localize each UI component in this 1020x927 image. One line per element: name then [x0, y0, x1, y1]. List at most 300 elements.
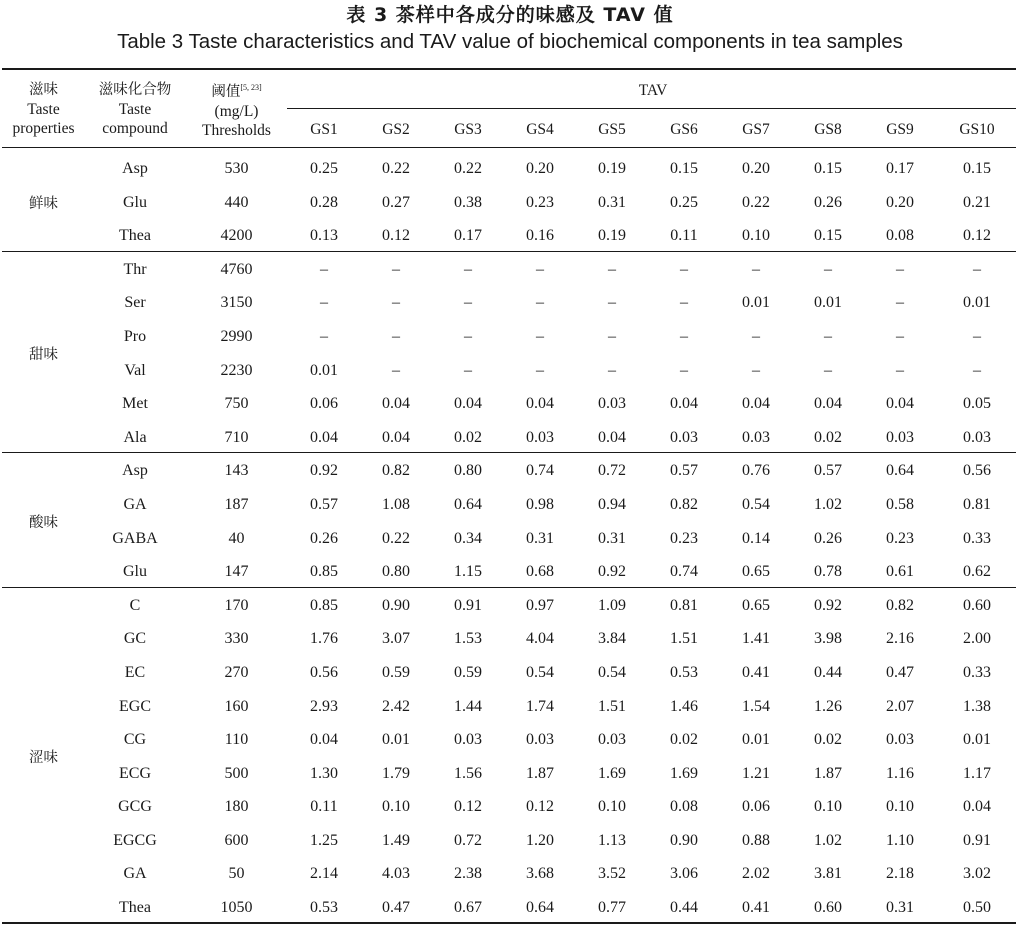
header-sample-gs10: GS10: [959, 120, 995, 138]
header-threshold-ref: [5, 23]: [240, 83, 262, 92]
threshold-cell: 270: [224, 663, 249, 681]
tav-value-cell: 0.19: [598, 227, 626, 245]
tav-value-cell: 0.19: [598, 160, 626, 177]
tav-value-cell: 0.01: [310, 361, 338, 379]
tav-value-cell: 0.01: [963, 294, 992, 312]
threshold-cell: 147: [224, 563, 249, 581]
tav-value-cell: 0.12: [382, 227, 410, 245]
tav-value-cell: 0.74: [526, 462, 554, 480]
tav-value-cell: 1.87: [814, 764, 842, 782]
tav-value-cell: 0.14: [742, 529, 770, 547]
tav-value-cell: –: [680, 294, 688, 312]
tav-value-cell: 0.91: [454, 596, 482, 614]
compound-cell: GC: [123, 630, 147, 648]
compound-cell: CG: [123, 731, 147, 749]
tav-value-cell: 0.11: [670, 227, 698, 245]
table-row: [2, 320, 1018, 354]
tav-value-cell: –: [824, 260, 832, 278]
compound-cell: Thea: [119, 899, 151, 917]
tav-value-cell: 0.15: [963, 160, 992, 177]
tav-value-cell: 0.02: [814, 428, 842, 446]
tav-value-cell: 0.76: [742, 462, 770, 480]
tav-value-cell: 0.59: [454, 663, 482, 681]
tav-value-cell: 0.38: [454, 193, 482, 211]
compound-cell: Thr: [123, 260, 147, 278]
tav-value-cell: 0.15: [814, 227, 842, 245]
compound-cell: Val: [124, 361, 146, 379]
tav-value-cell: –: [464, 327, 472, 345]
compound-cell: GCG: [118, 798, 152, 816]
tav-value-cell: 0.72: [454, 831, 482, 849]
tav-value-cell: 2.00: [963, 630, 992, 648]
tav-value-cell: 0.68: [526, 563, 554, 581]
tav-value-cell: 0.12: [963, 227, 992, 245]
tav-value-cell: 0.72: [598, 462, 626, 480]
tav-value-cell: 0.60: [963, 596, 992, 614]
tav-value-cell: –: [464, 361, 472, 379]
table-row: [2, 857, 1018, 891]
tav-value-cell: –: [608, 361, 616, 379]
tav-value-cell: 1.02: [814, 495, 842, 513]
tav-value-cell: 2.18: [886, 865, 914, 883]
table-row: [2, 757, 1018, 791]
threshold-cell: 440: [224, 193, 249, 211]
tav-value-cell: 0.80: [454, 462, 482, 480]
tav-value-cell: 0.12: [526, 798, 554, 816]
tav-value-cell: 3.52: [598, 865, 626, 883]
compound-cell: Ala: [123, 428, 147, 446]
tav-value-cell: –: [680, 260, 688, 278]
tav-value-cell: 0.62: [963, 563, 992, 581]
header-taste-properties: [2, 70, 85, 148]
tav-value-cell: 0.94: [598, 495, 626, 513]
threshold-cell: 750: [224, 395, 249, 413]
tav-value-cell: –: [752, 260, 760, 278]
tav-value-cell: 1.76: [310, 630, 338, 648]
tav-value-cell: –: [536, 361, 544, 379]
tav-value-cell: 0.20: [742, 160, 770, 177]
threshold-cell: 50: [228, 865, 245, 883]
tav-value-cell: 0.57: [814, 462, 842, 480]
tav-value-cell: 1.26: [814, 697, 842, 715]
tav-value-cell: 0.21: [963, 193, 992, 211]
tav-value-cell: 0.04: [526, 395, 554, 413]
table-row: [2, 622, 1018, 656]
threshold-cell: 1050: [220, 899, 253, 917]
tav-value-cell: 0.23: [886, 529, 914, 547]
compound-cell: Glu: [123, 193, 147, 211]
header-taste-cn: 滋味: [29, 81, 58, 98]
tav-value-cell: 0.17: [886, 160, 914, 177]
tav-value-cell: –: [973, 361, 982, 379]
tav-value-cell: 1.21: [742, 764, 770, 782]
tav-value-cell: 1.49: [382, 831, 410, 849]
tav-value-cell: 4.04: [526, 630, 554, 648]
tav-value-cell: 0.03: [963, 428, 992, 446]
table-row: [2, 589, 1018, 623]
tav-value-cell: 0.59: [382, 663, 410, 681]
tav-value-cell: 1.51: [598, 697, 626, 715]
table-row: [2, 152, 1018, 186]
tav-value-cell: 0.01: [963, 731, 992, 749]
tav-value-cell: –: [608, 260, 616, 278]
tav-value-cell: 0.27: [382, 193, 410, 211]
tav-value-cell: 2.07: [886, 697, 914, 715]
header-threshold-unit: (mg/L): [214, 103, 259, 120]
tav-value-cell: 1.38: [963, 697, 992, 715]
tav-value-cell: 0.12: [454, 798, 482, 816]
threshold-cell: 110: [224, 731, 249, 749]
table-row: [2, 488, 1018, 522]
compound-cell: C: [129, 596, 141, 614]
table-caption-english: Table 3 Taste characteristics and TAV value of biochemical components in tea samples: [117, 30, 903, 53]
threshold-cell: 710: [224, 428, 249, 446]
threshold-cell: 4200: [220, 227, 253, 245]
tav-value-cell: –: [824, 361, 832, 379]
tav-value-cell: 0.82: [382, 462, 410, 480]
tav-value-cell: 3.68: [526, 865, 554, 883]
compound-cell: Thea: [119, 227, 151, 245]
tav-value-cell: 0.26: [814, 529, 842, 547]
tav-value-cell: 0.67: [454, 899, 482, 917]
tav-value-cell: 0.65: [742, 563, 770, 581]
header-tav: TAV: [638, 81, 668, 99]
tav-value-cell: –: [536, 294, 544, 312]
tav-value-cell: 0.03: [598, 395, 626, 413]
tav-value-cell: 1.08: [382, 495, 410, 513]
threshold-cell: 600: [224, 831, 249, 849]
tav-value-cell: 0.88: [742, 831, 770, 849]
tav-value-cell: 0.04: [382, 395, 410, 413]
tav-value-cell: 0.44: [670, 899, 698, 917]
tav-value-cell: 0.82: [670, 495, 698, 513]
tav-value-cell: 3.06: [670, 865, 698, 883]
tav-value-cell: –: [392, 361, 400, 379]
table-row: [2, 354, 1018, 388]
tav-value-cell: 0.13: [310, 227, 338, 245]
tav-value-cell: 0.26: [310, 529, 338, 547]
header-threshold-cn: 阈值: [211, 84, 241, 100]
tav-value-cell: 1.16: [886, 764, 914, 782]
tav-value-cell: 1.69: [670, 764, 698, 782]
tav-value-cell: 0.03: [526, 428, 554, 446]
header-sample-gs1: GS1: [310, 120, 338, 138]
tav-value-cell: 0.22: [454, 160, 482, 177]
tav-value-cell: 0.04: [963, 798, 992, 816]
tav-value-cell: 0.65: [742, 596, 770, 614]
tav-value-cell: 0.06: [742, 798, 770, 816]
tav-value-cell: 0.41: [742, 663, 770, 681]
tav-value-cell: 0.10: [382, 798, 410, 816]
threshold-cell: 330: [224, 630, 249, 648]
tav-table: [2, 70, 1018, 925]
taste-group-label: 甜味: [29, 347, 58, 364]
compound-cell: Glu: [123, 563, 147, 581]
tav-value-cell: –: [464, 294, 472, 312]
tav-value-cell: 0.17: [454, 227, 482, 245]
table-row: [2, 790, 1018, 824]
threshold-cell: 160: [224, 697, 249, 715]
tav-value-cell: 0.25: [670, 193, 698, 211]
tav-value-cell: 0.04: [886, 395, 914, 413]
tav-value-cell: –: [680, 361, 688, 379]
tav-value-cell: 0.11: [310, 798, 338, 816]
tav-value-cell: –: [896, 294, 904, 312]
tav-value-cell: 0.22: [742, 193, 770, 211]
tav-value-cell: –: [896, 260, 904, 278]
tav-value-cell: 0.22: [382, 160, 410, 177]
tav-value-cell: 1.17: [963, 764, 992, 782]
table-row: [2, 690, 1018, 724]
tav-value-cell: 0.04: [742, 395, 770, 413]
tav-value-cell: –: [896, 361, 904, 379]
compound-cell: GA: [123, 495, 147, 513]
tav-value-cell: 0.60: [814, 899, 842, 917]
tav-value-cell: 0.54: [742, 495, 770, 513]
tav-value-cell: 0.15: [814, 160, 842, 177]
tav-value-cell: 0.03: [454, 731, 482, 749]
tav-value-cell: 1.69: [598, 764, 626, 782]
tav-value-cell: 0.10: [598, 798, 626, 816]
threshold-cell: 530: [224, 160, 249, 177]
tav-value-cell: 0.64: [886, 462, 914, 480]
tav-value-cell: 0.03: [598, 731, 626, 749]
tav-value-cell: 3.98: [814, 630, 842, 648]
threshold-cell: 187: [224, 495, 249, 513]
tav-value-cell: 0.03: [526, 731, 554, 749]
threshold-cell: 40: [228, 529, 245, 547]
tav-value-cell: 0.50: [963, 899, 992, 917]
table-row: [2, 522, 1018, 556]
table-row: [2, 454, 1018, 488]
header-sample-gs6: GS6: [670, 120, 698, 138]
table-caption-chinese: 表 3 茶样中各成分的味感及 TAV 值: [346, 4, 674, 26]
threshold-cell: 3150: [220, 294, 253, 312]
tav-value-cell: 0.61: [886, 563, 914, 581]
tav-value-cell: 0.98: [526, 495, 554, 513]
tav-value-cell: 4.03: [382, 865, 410, 883]
tav-value-cell: 0.20: [526, 160, 554, 177]
tav-value-cell: 1.13: [598, 831, 626, 849]
threshold-cell: 170: [224, 596, 249, 614]
tav-value-cell: 0.04: [814, 395, 842, 413]
tav-value-cell: 1.20: [526, 831, 554, 849]
tav-value-cell: 0.97: [526, 596, 554, 614]
tav-value-cell: –: [896, 327, 904, 345]
compound-cell: GABA: [112, 529, 158, 547]
tav-value-cell: 1.15: [454, 563, 482, 581]
tav-value-cell: 1.10: [886, 831, 914, 849]
tav-value-cell: 0.31: [598, 529, 626, 547]
tav-value-cell: –: [608, 294, 616, 312]
tav-value-cell: 0.78: [814, 563, 842, 581]
header-sample-gs2: GS2: [382, 120, 410, 138]
tav-value-cell: 1.25: [310, 831, 338, 849]
tav-value-cell: 0.04: [670, 395, 698, 413]
tav-value-cell: 0.01: [814, 294, 842, 312]
tav-value-cell: 1.51: [670, 630, 698, 648]
table-row: [2, 723, 1018, 757]
tav-value-cell: 0.08: [886, 227, 914, 245]
tav-value-cell: 0.53: [310, 899, 338, 917]
tav-value-cell: 0.44: [814, 663, 842, 681]
tav-value-cell: 0.57: [670, 462, 698, 480]
tav-value-cell: 0.53: [670, 663, 698, 681]
tav-value-cell: –: [680, 327, 688, 345]
tav-value-cell: 3.84: [598, 630, 626, 648]
tav-value-cell: 0.57: [310, 495, 338, 513]
tav-value-cell: –: [320, 260, 328, 278]
tav-value-cell: 0.04: [310, 428, 338, 446]
compound-cell: EC: [124, 663, 146, 681]
tav-value-cell: 0.04: [598, 428, 626, 446]
tav-value-cell: 2.38: [454, 865, 482, 883]
tav-value-cell: 0.26: [814, 193, 842, 211]
tav-value-cell: 0.31: [598, 193, 626, 211]
tav-value-cell: 0.06: [310, 395, 338, 413]
threshold-cell: 2990: [220, 327, 253, 345]
header-compound-en1: Taste: [118, 100, 152, 118]
tav-value-cell: 1.46: [670, 697, 698, 715]
tav-value-cell: 0.28: [310, 193, 338, 211]
tav-value-cell: 0.05: [963, 395, 992, 413]
tav-value-cell: 2.16: [886, 630, 914, 648]
tav-value-cell: 0.92: [598, 563, 626, 581]
tav-value-cell: –: [320, 294, 328, 312]
tav-value-cell: 0.22: [382, 529, 410, 547]
tav-value-cell: 1.87: [526, 764, 554, 782]
tav-value-cell: 0.16: [526, 227, 554, 245]
tav-value-cell: –: [752, 327, 760, 345]
table-row: [2, 253, 1018, 287]
tav-value-cell: 0.81: [670, 596, 698, 614]
threshold-cell: 500: [224, 764, 249, 782]
header-taste-en2: properties: [12, 119, 75, 137]
tav-value-cell: –: [752, 361, 760, 379]
tav-value-cell: 2.02: [742, 865, 770, 883]
tav-value-cell: 0.56: [310, 663, 338, 681]
tav-value-cell: 0.77: [598, 899, 626, 917]
header-sample-gs9: GS9: [886, 120, 914, 138]
tav-value-cell: 0.81: [963, 495, 992, 513]
tav-value-cell: 0.31: [526, 529, 554, 547]
tav-value-cell: 1.30: [310, 764, 338, 782]
tav-value-cell: 0.04: [454, 395, 482, 413]
tav-value-cell: 0.82: [886, 596, 914, 614]
tav-value-cell: 0.47: [382, 899, 410, 917]
compound-cell: Asp: [122, 462, 148, 480]
tav-value-cell: 0.10: [814, 798, 842, 816]
header-threshold-en: Thresholds: [202, 122, 271, 139]
table-row: [2, 656, 1018, 690]
compound-cell: Ser: [124, 294, 146, 312]
tav-value-cell: 0.03: [670, 428, 698, 446]
tav-value-cell: 0.47: [886, 663, 914, 681]
tav-value-cell: 2.14: [310, 865, 338, 883]
compound-cell: EGCG: [113, 831, 157, 849]
header-sample-gs4: GS4: [526, 120, 554, 138]
taste-group-label: 鲜味: [29, 195, 58, 212]
table-row: [2, 186, 1018, 220]
tav-value-cell: 0.64: [454, 495, 482, 513]
tav-value-cell: 0.58: [886, 495, 914, 513]
tav-value-cell: 0.02: [670, 731, 698, 749]
tav-value-cell: 0.54: [526, 663, 554, 681]
tav-value-cell: 0.91: [963, 831, 992, 849]
tav-value-cell: 1.74: [526, 697, 554, 715]
tav-value-cell: 0.01: [742, 731, 770, 749]
tav-value-cell: 0.03: [886, 428, 914, 446]
table-row: [2, 286, 1018, 320]
table-row: [2, 219, 1018, 253]
taste-group-label: 酸味: [29, 515, 58, 532]
tav-value-cell: 0.34: [454, 529, 482, 547]
compound-cell: EGC: [119, 697, 151, 715]
tav-value-cell: 0.02: [814, 731, 842, 749]
threshold-cell: 2230: [220, 361, 253, 379]
header-sample-gs8: GS8: [814, 120, 842, 138]
tav-value-cell: 0.25: [310, 160, 338, 177]
tav-value-cell: 0.10: [886, 798, 914, 816]
tav-value-cell: 1.44: [454, 697, 482, 715]
table-row: [2, 891, 1018, 925]
threshold-cell: 4760: [220, 260, 253, 278]
table-row: [2, 387, 1018, 421]
taste-group-label: 涩味: [29, 750, 58, 767]
tav-value-cell: –: [608, 327, 616, 345]
tav-value-cell: 0.80: [382, 563, 410, 581]
tav-value-cell: 0.04: [310, 731, 338, 749]
tav-value-cell: 0.85: [310, 563, 338, 581]
tav-value-cell: 2.42: [382, 697, 410, 715]
tav-value-cell: 0.02: [454, 428, 482, 446]
tav-value-cell: 0.01: [742, 294, 770, 312]
tav-value-cell: 0.92: [310, 462, 338, 480]
compound-cell: Asp: [122, 160, 148, 177]
compound-cell: ECG: [119, 764, 151, 782]
tav-value-cell: 3.81: [814, 865, 842, 883]
table-row: [2, 421, 1018, 455]
tav-value-cell: 0.54: [598, 663, 626, 681]
tav-value-cell: –: [536, 327, 544, 345]
tav-value-cell: 0.04: [382, 428, 410, 446]
tav-value-cell: 0.23: [526, 193, 554, 211]
tav-value-cell: 0.56: [963, 462, 992, 480]
tav-value-cell: 0.74: [670, 563, 698, 581]
tav-value-cell: 0.92: [814, 596, 842, 614]
table-row: [2, 824, 1018, 858]
tav-value-cell: 1.54: [742, 697, 770, 715]
threshold-cell: 143: [224, 462, 249, 480]
tav-value-cell: 0.01: [382, 731, 410, 749]
tav-value-cell: 0.23: [670, 529, 698, 547]
tav-value-cell: –: [392, 294, 400, 312]
tav-value-cell: 0.85: [310, 596, 338, 614]
threshold-cell: 180: [224, 798, 249, 816]
tav-value-cell: 0.08: [670, 798, 698, 816]
header-taste-compound: [85, 70, 185, 148]
tav-value-cell: 0.15: [670, 160, 698, 177]
tav-value-cell: –: [536, 260, 544, 278]
header-sample-gs3: GS3: [454, 120, 482, 138]
header-sample-gs7: GS7: [742, 120, 770, 138]
tav-value-cell: 0.33: [963, 663, 992, 681]
header-compound-en2: compound: [102, 119, 168, 137]
header-thresholds: [185, 70, 288, 148]
compound-cell: GA: [123, 865, 147, 883]
header-taste-en1: Taste: [27, 100, 60, 118]
tav-value-cell: 0.33: [963, 529, 992, 547]
